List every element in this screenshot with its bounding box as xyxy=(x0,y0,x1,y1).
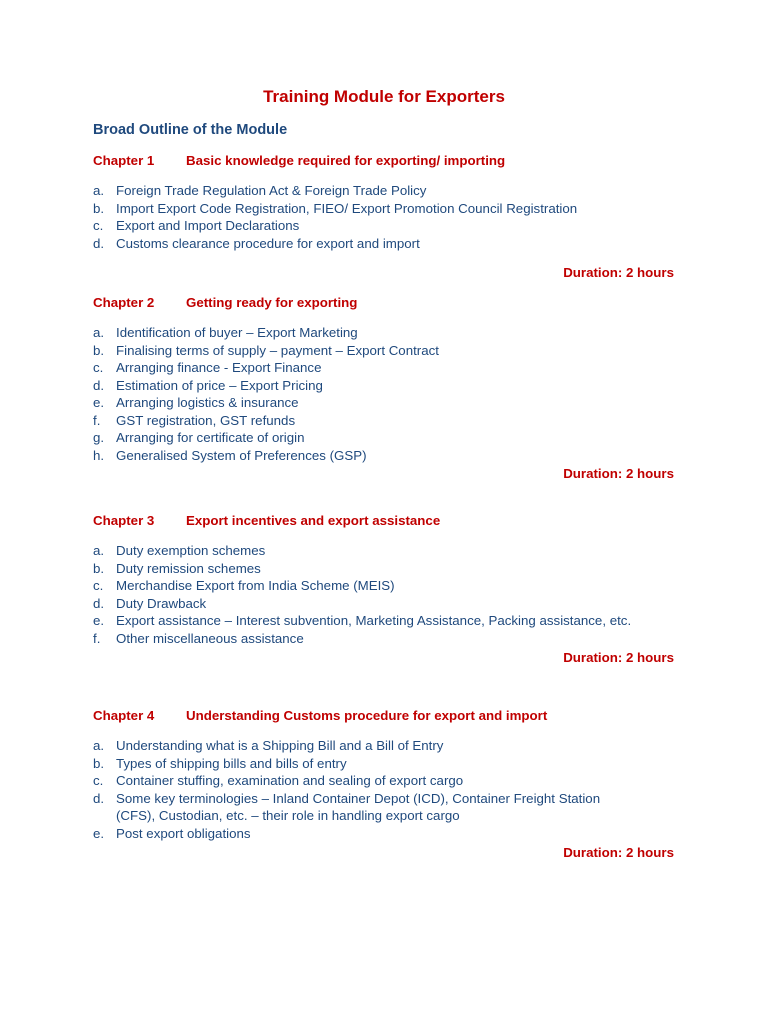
list-item-text: Some key terminologies – Inland Container Depot (ICD), Container Freight Station (CFS), Custodian, etc. – their role in handling export cargo xyxy=(116,790,601,823)
list-item-text: Export assistance – Interest subvention, Marketing Assistance, Packing assistance, etc. xyxy=(116,613,632,628)
list-item xyxy=(93,790,693,825)
list-marker: a. xyxy=(93,183,105,198)
list-item xyxy=(93,825,693,843)
chapter-title: Export incentives and export assistance xyxy=(186,513,441,528)
list-marker: b. xyxy=(93,560,105,576)
list-item-text: Generalised System of Preferences (GSP) xyxy=(116,447,367,463)
list-marker: c. xyxy=(93,578,104,593)
list-item-text: Arranging for certificate of origin xyxy=(116,430,305,445)
list-item-text: Export and Import Declarations xyxy=(116,218,300,233)
list-item xyxy=(93,377,693,395)
list-marker: b. xyxy=(93,755,105,771)
list-item-text: Merchandise Export from India Scheme (MEIS) xyxy=(116,578,395,593)
chapter-4-duration: Duration: 2 hours xyxy=(563,845,674,860)
list-item-text: Understanding what is a Shipping Bill and a Bill of Entry xyxy=(116,738,444,753)
list-item xyxy=(93,342,693,360)
chapter-title: Getting ready for exporting xyxy=(186,295,358,310)
list-marker: b. xyxy=(93,342,105,358)
chapter-title: Understanding Customs procedure for export and import xyxy=(186,708,548,723)
list-item xyxy=(93,359,693,377)
list-item-text: Duty Drawback xyxy=(116,595,207,611)
list-marker: c. xyxy=(93,218,104,233)
list-marker: h. xyxy=(93,447,105,463)
list-item xyxy=(93,772,693,790)
list-item-text: Finalising terms of supply – payment – Export Contract xyxy=(116,342,439,358)
list-item-text: Arranging finance - Export Finance xyxy=(116,360,322,375)
list-item-text: Duty exemption schemes xyxy=(116,543,266,558)
list-marker: d. xyxy=(93,235,105,251)
list-item xyxy=(93,182,693,200)
list-item xyxy=(93,560,693,578)
list-item-text: Customs clearance procedure for export and import xyxy=(116,235,420,251)
list-item xyxy=(93,612,693,630)
list-item xyxy=(93,630,693,648)
list-item-text: Other miscellaneous assistance xyxy=(116,630,304,646)
list-item-text: Identification of buyer – Export Marketing xyxy=(116,325,358,340)
list-marker: g. xyxy=(93,430,105,445)
chapter-4-heading xyxy=(93,708,547,723)
list-item xyxy=(93,412,693,430)
chapter-3-topic-list xyxy=(93,542,693,647)
list-item xyxy=(93,447,693,465)
chapter-number: Chapter 1 xyxy=(93,153,155,168)
chapter-3-heading xyxy=(93,513,440,528)
list-marker: d. xyxy=(93,790,105,806)
list-item xyxy=(93,542,693,560)
document-subtitle: Broad Outline of the Module xyxy=(93,122,288,138)
chapter-2-duration: Duration: 2 hours xyxy=(563,466,674,481)
chapter-number: Chapter 4 xyxy=(93,708,155,723)
chapter-1-heading xyxy=(93,153,505,168)
list-item-text: Import Export Code Registration, FIEO/ Export Promotion Council Registration xyxy=(116,200,578,216)
list-item-text: Foreign Trade Regulation Act & Foreign Trade Policy xyxy=(116,183,427,198)
chapter-number: Chapter 3 xyxy=(93,513,155,528)
list-item-text: Types of shipping bills and bills of entry xyxy=(116,755,347,771)
list-item xyxy=(93,394,693,412)
list-item xyxy=(93,235,693,253)
chapter-1-duration: Duration: 2 hours xyxy=(563,265,674,280)
list-marker: a. xyxy=(93,325,105,340)
chapter-title: Basic knowledge required for exporting/ importing xyxy=(186,153,506,168)
list-marker: c. xyxy=(93,773,104,788)
list-marker: e. xyxy=(93,613,105,628)
list-item-text: Container stuffing, examination and sealing of export cargo xyxy=(116,773,464,788)
list-item-text: Post export obligations xyxy=(116,825,251,841)
list-marker: f. xyxy=(93,630,101,646)
list-item xyxy=(93,595,693,613)
list-item-text: Arranging logistics & insurance xyxy=(116,395,299,410)
list-item xyxy=(93,737,693,755)
chapter-number: Chapter 2 xyxy=(93,295,155,310)
list-item xyxy=(93,429,693,447)
list-item-text: Estimation of price – Export Pricing xyxy=(116,377,323,393)
chapter-2-topic-list xyxy=(93,324,693,464)
list-item xyxy=(93,755,693,773)
chapter-2-heading xyxy=(93,295,357,310)
document-title: Training Module for Exporters xyxy=(263,87,505,106)
list-item-text: Duty remission schemes xyxy=(116,560,261,576)
list-marker: a. xyxy=(93,738,105,753)
list-item xyxy=(93,324,693,342)
list-marker: d. xyxy=(93,377,105,393)
chapter-1-topic-list xyxy=(93,182,693,252)
list-marker: e. xyxy=(93,395,105,410)
list-item xyxy=(93,217,693,235)
list-marker: c. xyxy=(93,360,104,375)
list-marker: b. xyxy=(93,200,105,216)
chapter-4-topic-list xyxy=(93,737,693,842)
list-marker: a. xyxy=(93,543,105,558)
list-marker: d. xyxy=(93,595,105,611)
list-marker: f. xyxy=(93,412,101,428)
chapter-3-duration: Duration: 2 hours xyxy=(563,650,674,665)
list-item xyxy=(93,577,693,595)
list-item-text: GST registration, GST refunds xyxy=(116,412,296,428)
list-item xyxy=(93,200,693,218)
list-marker: e. xyxy=(93,825,105,841)
